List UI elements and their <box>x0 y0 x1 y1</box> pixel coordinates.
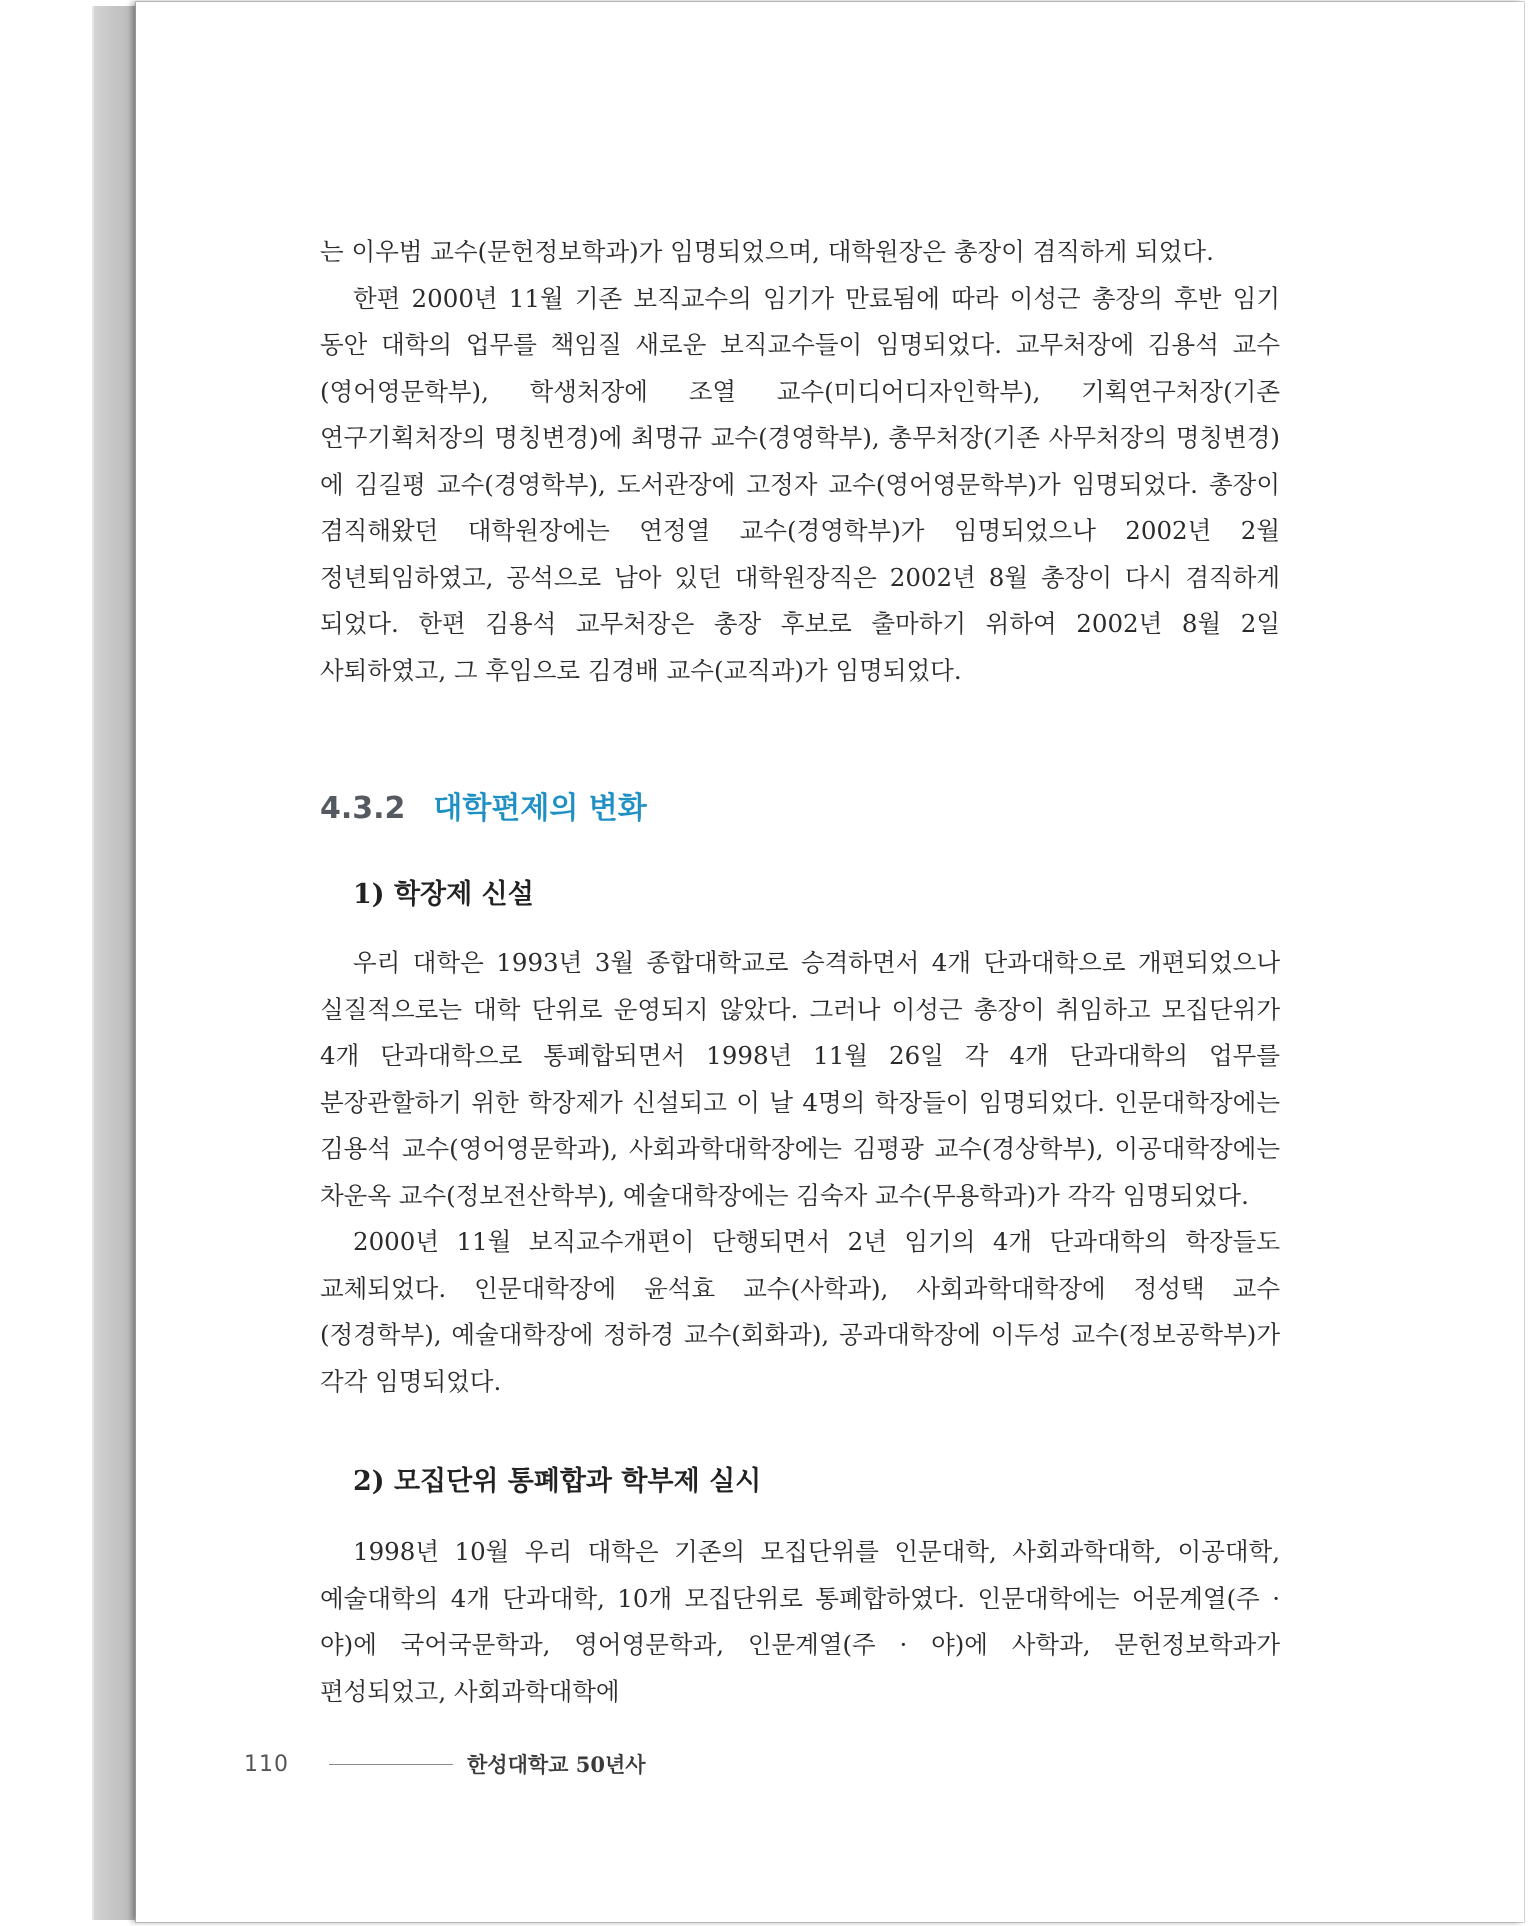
paragraph-unit-merger: 1998년 10월 우리 대학은 기존의 모집단위를 인문대학, 사회과학대학, 이공대학, 예술대학의 4개 단과대학, 10개 모집단위로 통폐합하였다. 인문대학에는 어문계열(주 · 야)에 국어국문학과, 영어영문학과, 인문계열(주 · 야)에 사학과, 문헌정보학과가 편성되었고, 사회과학대학에 <box>320 1537 1280 1706</box>
book-title: 한성대학교 50년사 <box>467 1752 646 1777</box>
paragraph-continuation: 는 이우범 교수(문헌정보학과)가 임명되었으며, 대학원장은 총장이 겸직하게 되었다. <box>320 237 1214 266</box>
section-number: 4.3.2 <box>320 791 406 826</box>
paragraph-dean-system: 우리 대학은 1993년 3월 종합대학교로 승격하면서 4개 단과대학으로 개편되었으나 실질적으로는 대학 단위로 운영되지 않았다. 그러나 이성근 총장이 취임하고 모집단위가 4개 단과대학으로 통폐합되면서 1998년 11월 26일 각 4개 단과대학의 업무를 분장관할하기 위한 학장제가 신설되고 이 날 4명의 학장들이 임명되었다. 인문대학장에는 김용석 교수(영어영문학과), 사회과학대학장에는 김평광 교수(경상학부), 이공대학장에는 차운옥 교수(정보전산학부), 예술대학장에는 김숙자 교수(무용학과)가 각각 임명되었다. <box>320 948 1280 1210</box>
paragraph-dean-replacement: 2000년 11월 보직교수개편이 단행되면서 2년 임기의 4개 단과대학의 학장들도 교체되었다. 인문대학장에 윤석효 교수(사학과), 사회과학대학장에 정성택 교수(정경학부), 예술대학장에 정하경 교수(회화과), 공과대학장에 이두성 교수(정보공학부)가 각각 임명되었다. <box>320 1227 1280 1396</box>
section-title: 대학편제의 변화 <box>433 791 647 826</box>
footer-divider <box>329 1764 453 1765</box>
paragraph-staff-appointments: 한편 2000년 11월 기존 보직교수의 임기가 만료됨에 따라 이성근 총장의 후반 임기 동안 대학의 업무를 책임질 새로운 보직교수들이 임명되었다. 교무처장에 김용석 교수(영어영문학부), 학생처장에 조열 교수(미디어디자인학부), 기획연구처장(기존 연구기획처장의 명칭변경)에 최명규 교수(경영학부), 총무처장(기존 사무처장의 명칭변경)에 김길평 교수(경영학부), 도서관장에 고정자 교수(영어영문학부)가 임명되었다. 총장이 겸직해왔던 대학원장에는 연정열 교수(경영학부)가 임명되었으나 2002년 2월 정년퇴임하였고, 공석으로 남아 있던 대학원장직은 2002년 8월 총장이 다시 겸직하게 되었다. 한편 김용석 교무처장은 총장 후보로 출마하기 위하여 2002년 8월 2일 사퇴하였고, 그 후임으로 김경배 교수(교직과)가 임명되었다. <box>320 283 1280 685</box>
page-content <box>320 229 1280 1715</box>
subsection-heading-unit-merger: 2) 모집단위 통폐합과 학부제 실시 <box>353 1466 762 1497</box>
section-heading <box>320 784 1280 834</box>
page-footer <box>244 1747 844 1781</box>
subsection-heading-dean-system: 1) 학장제 신설 <box>353 879 534 910</box>
page-number: 110 <box>244 1751 289 1777</box>
book-spine-edge <box>92 6 140 1920</box>
